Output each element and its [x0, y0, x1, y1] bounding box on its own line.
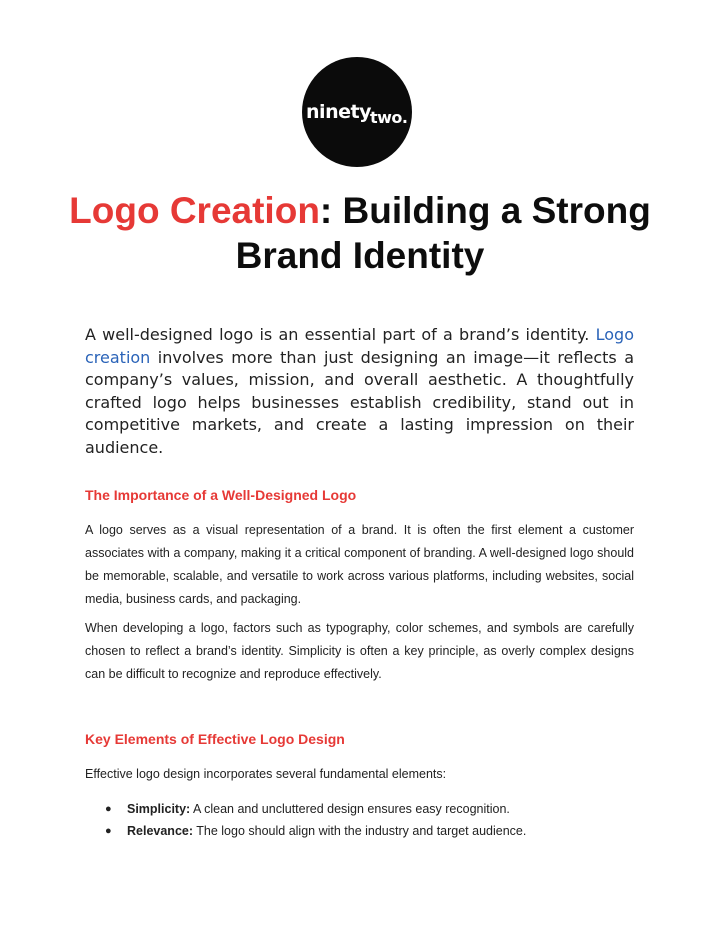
- title-rest: : Building a Strong Brand Identity: [235, 190, 651, 276]
- list-item: ● Relevance: The logo should align with the industry and target audience.: [85, 820, 645, 842]
- logo-creation-link[interactable]: Logo creation: [85, 325, 634, 367]
- title-accent: Logo Creation: [69, 190, 320, 231]
- importance-paragraph-2: When developing a logo, factors such as typography, color schemes, and symbols are carefully chosen to reflect a brand’s identity. Simplicity is often a key principle, as overly complex designs can be difficult to recognize and reproduce effectively.: [85, 621, 634, 681]
- list-item: ● Simplicity: A clean and uncluttered design ensures easy recognition.: [85, 798, 645, 820]
- key-elements-list: [85, 798, 645, 842]
- key-elements-paragraph: Effective logo design incorporates several fundamental elements:: [85, 767, 447, 781]
- page-title: [60, 188, 660, 278]
- bullet-icon: ●: [105, 825, 112, 837]
- bullet-icon: ●: [105, 803, 112, 815]
- intro-paragraph: A well-designed logo is an essential part of a brand’s identity. Logo creation involves more than just designing an image—it reflects a company’s values, mission, and overall aesthetic. A thoughtfully crafted logo helps businesses establish credibility, stand out in competitive markets, and create a lasting impression on their audience.: [85, 325, 634, 457]
- section-heading-key-elements: Key Elements of Effective Logo Design: [85, 731, 345, 747]
- importance-paragraph-1: A logo serves as a visual representation of a brand. It is often the first element a customer associates with a company, making it a critical component of branding. A well-designed logo should be memorable, scalable, and versatile to work across various platforms, including websites, social media, business cards, and packaging.: [85, 523, 634, 606]
- section-heading-importance: The Importance of a Well-Designed Logo: [85, 487, 357, 503]
- brand-logo: [302, 57, 412, 167]
- brand-logo-text: ninetytwo.: [306, 101, 408, 127]
